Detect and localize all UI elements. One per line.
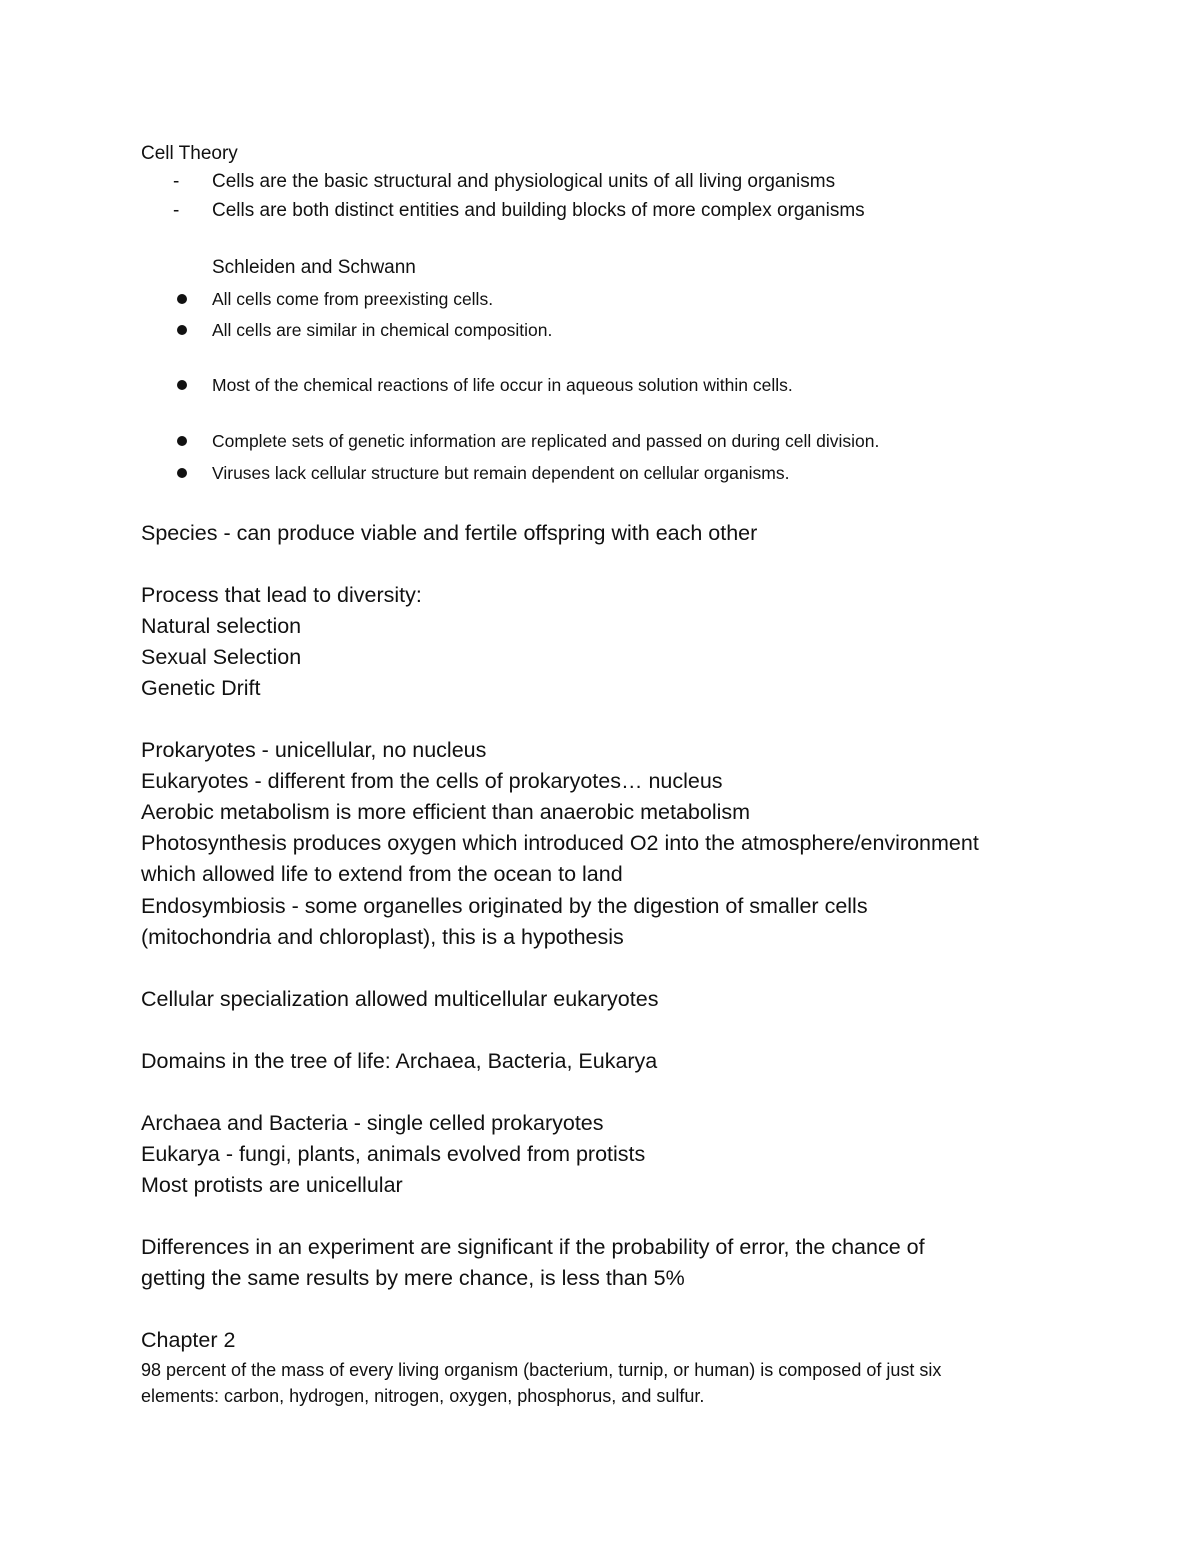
text-line: (mitochondria and chloroplast), this is a hypothesis <box>141 925 624 949</box>
bullet-item: Complete sets of genetic information are replicated and passed on during cell division. <box>212 431 880 451</box>
bullet-item: All cells are similar in chemical composition. <box>212 320 553 340</box>
dash-item: Cells are both distinct entities and building blocks of more complex organisms <box>212 200 865 221</box>
text-line: Endosymbiosis - some organelles originated by the digestion of smaller cells <box>141 894 868 918</box>
diversity-item: Sexual Selection <box>141 645 302 669</box>
bullet-dot <box>177 436 187 446</box>
chapter-2-heading: Chapter 2 <box>141 1328 236 1352</box>
bullet-dot <box>177 294 187 304</box>
diversity-item: Natural selection <box>141 614 302 638</box>
schleiden-schwann-heading: Schleiden and Schwann <box>212 257 416 278</box>
text-line: Eukarya - fungi, plants, animals evolved from protists <box>141 1142 646 1166</box>
text-line: getting the same results by mere chance, is less than 5% <box>141 1266 685 1290</box>
bullet-dot <box>177 380 187 390</box>
text-line: Archaea and Bacteria - single celled prokaryotes <box>141 1111 604 1135</box>
dash-marker: - <box>173 200 180 221</box>
bullet-item: Viruses lack cellular structure but remain dependent on cellular organisms. <box>212 463 790 483</box>
text-line: Eukaryotes - different from the cells of prokaryotes… nucleus <box>141 769 723 793</box>
bullet-dot <box>177 325 187 335</box>
chapter-2-text-line: elements: carbon, hydrogen, nitrogen, oxygen, phosphorus, and sulfur. <box>141 1386 705 1406</box>
text-line: Photosynthesis produces oxygen which introduced O2 into the atmosphere/environment <box>141 831 979 855</box>
dash-marker: - <box>173 171 180 192</box>
cell-theory-heading: Cell Theory <box>141 143 238 164</box>
bullet-dot <box>177 468 187 478</box>
species-definition: Species - can produce viable and fertile offspring with each other <box>141 521 758 545</box>
text-line: Aerobic metabolism is more efficient than anaerobic metabolism <box>141 800 751 824</box>
diversity-heading: Process that lead to diversity: <box>141 583 422 607</box>
text-line: Differences in an experiment are significant if the probability of error, the chance of <box>141 1235 925 1259</box>
text-line: which allowed life to extend from the ocean to land <box>141 862 623 886</box>
text-line: Most protists are unicellular <box>141 1173 403 1197</box>
dash-item: Cells are the basic structural and physiological units of all living organisms <box>212 171 836 192</box>
text-line: Prokaryotes - unicellular, no nucleus <box>141 738 487 762</box>
bullet-item: Most of the chemical reactions of life occur in aqueous solution within cells. <box>212 375 793 395</box>
diversity-item: Genetic Drift <box>141 676 261 700</box>
bullet-item: All cells come from preexisting cells. <box>212 289 494 309</box>
specialization-line: Cellular specialization allowed multicellular eukaryotes <box>141 987 659 1011</box>
domains-line: Domains in the tree of life: Archaea, Bacteria, Eukarya <box>141 1049 658 1073</box>
chapter-2-text-line: 98 percent of the mass of every living organism (bacterium, turnip, or human) is composed of just six <box>141 1360 942 1380</box>
